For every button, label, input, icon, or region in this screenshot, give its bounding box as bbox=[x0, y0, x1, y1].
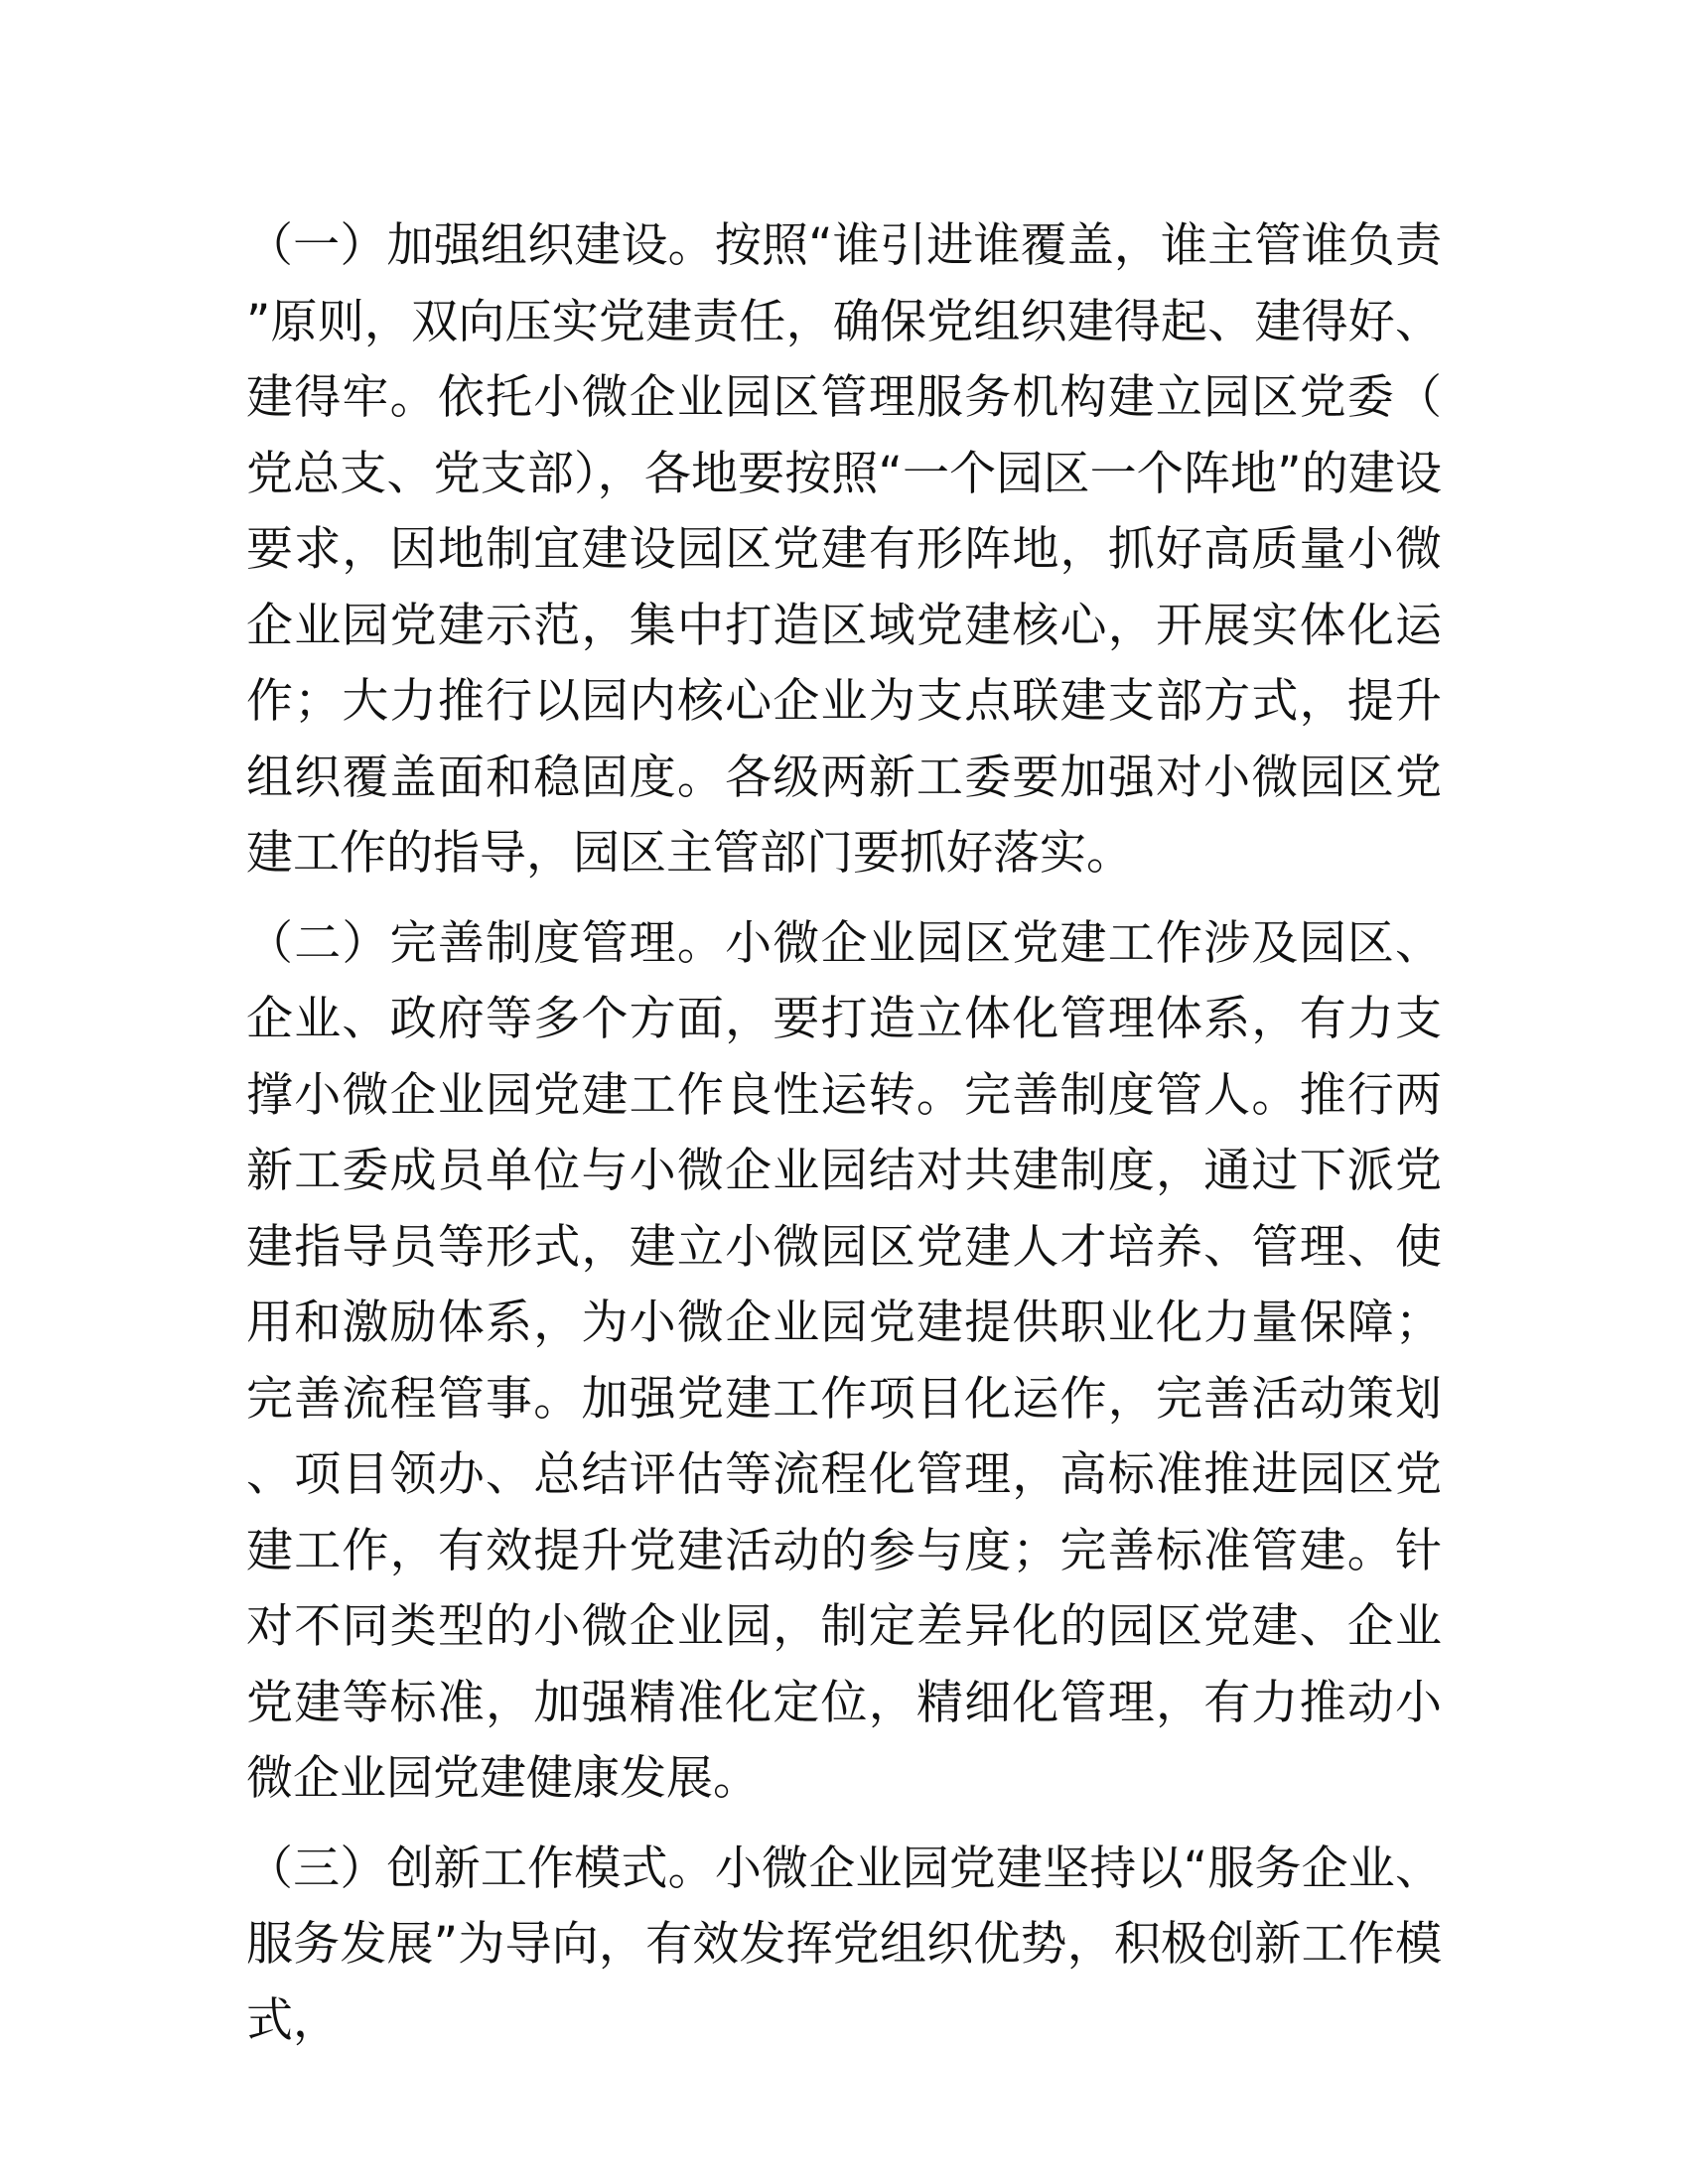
paragraph-system-management: （二）完善制度管理。小微企业园区党建工作涉及园区、企业、政府等多个方面，要打造立体化管理体系，有力支撑小微企业园党建工作良性运转。完善制度管人。推行两新工委成员单位与小微企业园结对共建制度，通过下派党建指导员等形式，建立小微园区党建人才培养、管理、使用和激励体系，为小微企业园党建提供职业化力量保障；完善流程管事。加强党建工作项目化运作，完善活动策划、项目领办、总结评估等流程化管理，高标准推进园区党建工作，有效提升党建活动的参与度；完善标准管建。针对不同类型的小微企业园，制定差异化的园区党建、企业党建等标准，加强精准化定位，精细化管理，有力推动小微企业园党建健康发展。 bbox=[246, 915, 1442, 1806]
paragraph-work-model-innovation: （三）创新工作模式。小微企业园党建坚持以“服务企业、服务发展”为导向，有效发挥党组织优势，积极创新工作模式， bbox=[246, 1841, 1442, 2048]
paragraph-organization-building: （一）加强组织建设。按照“谁引进谁覆盖，谁主管谁负责”原则，双向压实党建责任，确保党组织建得起、建得好、建得牢。依托小微企业园区管理服务机构建立园区党委（党总支、党支部），各地要按照“一个园区一个阵地”的建设要求，因地制宜建设园区党建有形阵地，抓好高质量小微企业园党建示范，集中打造区域党建核心，开展实体化运作；大力推行以园内核心企业为支点联建支部方式，提升组织覆盖面和稳固度。各级两新工委要加强对小微园区党建工作的指导，园区主管部门要抓好落实。 bbox=[246, 218, 1442, 881]
document-body bbox=[246, 208, 1442, 2073]
